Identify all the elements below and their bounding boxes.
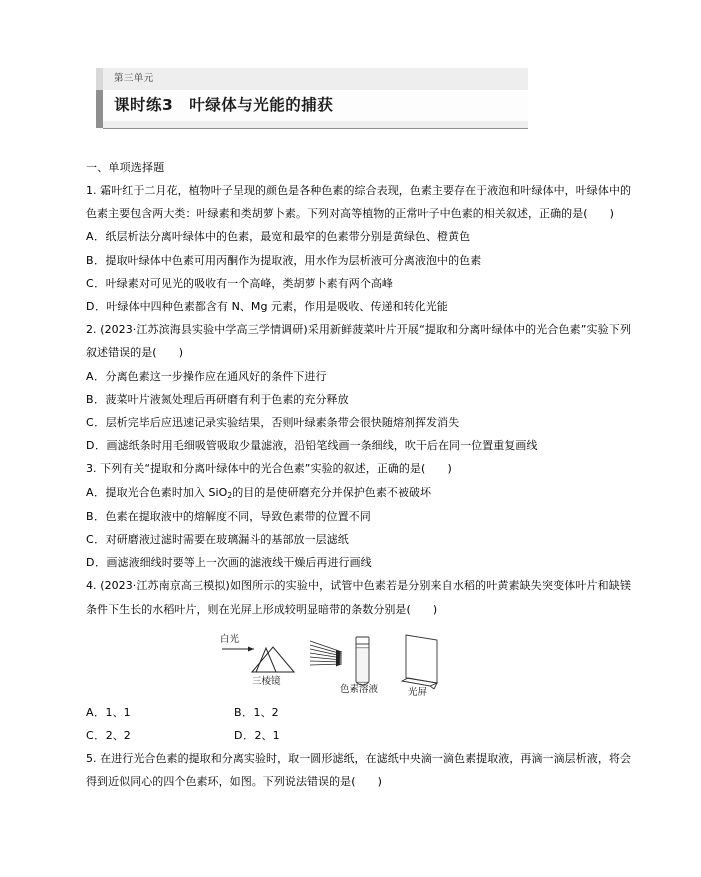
page-title: 课时练3 叶绿体与光能的捕获 xyxy=(114,95,334,114)
option-label: A． xyxy=(86,230,106,244)
section-heading: 一、单项选择题 xyxy=(86,161,165,174)
question-2-stem: 2. (2023·江苏滨海县实验中学高三学情调研)采用新鲜菠菜叶片开展“提取和分离叶绿体中的光合色素”实验下列叙述错误的是( ) xyxy=(86,323,631,360)
banner-title-strip xyxy=(103,90,528,121)
option-label: B． xyxy=(86,253,106,267)
option-text: 对研磨液过滤时需要在玻璃漏斗的基部放一层滤纸 xyxy=(105,533,349,547)
question-3-option-c[interactable] xyxy=(86,528,631,551)
option-text: 1、2 xyxy=(253,705,279,719)
option-label: D． xyxy=(86,556,107,570)
figure-label-pigment-solution: 色素溶液 xyxy=(340,683,379,695)
option-text: 提取叶绿体中色素可用丙酮作为提取液，用水作为层析液可分离液泡中的色素 xyxy=(105,253,482,267)
question-2-option-b[interactable] xyxy=(86,388,631,411)
option-text: 叶绿素对可见光的吸收有一个高峰，类胡萝卜素有两个高峰 xyxy=(105,276,393,290)
option-label: A． xyxy=(86,705,106,719)
question-4-option-a[interactable] xyxy=(86,701,234,724)
option-text-post: 的目的是使研磨充分并保护色素不被破坏 xyxy=(232,485,432,499)
question-4-option-b[interactable] xyxy=(234,701,631,724)
figure-label-prism: 三棱镜 xyxy=(252,675,281,687)
figure-label-white-light: 白光 xyxy=(220,633,240,645)
option-text: 纸层析法分离叶绿体中的色素，最宽和最窄的色素带分别是黄绿色、橙黄色 xyxy=(105,230,471,244)
option-text: 画滤纸条时用毛细吸管吸取少量滤液，沿铅笔线画一条细线，吹干后在同一位置重复画线 xyxy=(106,439,538,453)
question-3-stem: 3. 下列有关“提取和分离叶绿体中的光合色素”实验的叙述，正确的是( ) xyxy=(86,462,452,476)
figure-label-screen: 光屏 xyxy=(408,686,428,698)
option-label: A． xyxy=(86,485,106,499)
unit-label: 第三单元 xyxy=(114,73,154,85)
option-label: B． xyxy=(86,509,106,523)
question-3-option-a[interactable] xyxy=(86,481,631,505)
question-1-option-d[interactable] xyxy=(86,295,631,318)
banner-foot-strip xyxy=(103,121,528,128)
question-5-stem: 5. 在进行光合色素的提取和分离实验时，取一圆形滤纸，在滤纸中央滴一滴色素提取液，再滴一滴层析液，将会得到近似同心的四个色素环，如图。下列说法错误的是( ) xyxy=(86,752,631,789)
option-label: A． xyxy=(86,369,106,383)
banner-unit-row xyxy=(96,68,528,90)
option-text: 色素在提取液中的熔解度不同，导致色素带的位置不同 xyxy=(105,509,371,523)
banner-foot-row xyxy=(96,121,528,128)
worksheet-content xyxy=(86,156,631,794)
question-3-option-b[interactable] xyxy=(86,505,631,528)
banner-unit-strip xyxy=(103,68,528,90)
option-label: B． xyxy=(234,705,254,719)
question-1-option-c[interactable] xyxy=(86,272,631,295)
option-label: D． xyxy=(86,439,107,453)
option-label: D． xyxy=(86,300,107,314)
question-4-option-c[interactable] xyxy=(86,724,234,747)
question-3-option-d[interactable] xyxy=(86,551,631,574)
option-label: C． xyxy=(86,729,106,743)
question-2-option-d[interactable] xyxy=(86,434,631,457)
prism-experiment-diagram xyxy=(218,625,468,699)
option-label: C． xyxy=(86,276,106,290)
option-text: 层析完毕后应迅速记录实验结果，否则叶绿素条带会很快随熔剂挥发消失 xyxy=(105,416,460,430)
question-2-option-c[interactable] xyxy=(86,411,631,434)
banner-bottom-rule xyxy=(103,128,528,129)
question-4-stem: 4. (2023·江苏南京高三模拟)如图所示的实验中，试管中色素若是分别来自水稻的叶黄素缺失突变体叶片和缺镁条件下生长的水稻叶片，则在光屏上形成较明显暗带的条数分别是( ) xyxy=(86,579,631,616)
chemical-subscript: 2 xyxy=(227,490,233,500)
option-text: 画滤液细线时要等上一次画的滤液线干燥后再进行画线 xyxy=(106,556,372,570)
option-text: 2、1 xyxy=(254,729,280,743)
option-text-pre: 提取光合色素时加入 SiO xyxy=(105,485,228,499)
question-2-option-a[interactable] xyxy=(86,365,631,388)
option-label: C． xyxy=(86,416,106,430)
question-4-options-row-1 xyxy=(86,701,631,724)
question-1-option-a[interactable] xyxy=(86,225,631,248)
question-1-option-b[interactable] xyxy=(86,249,631,272)
option-label: B． xyxy=(86,392,106,406)
question-4-options-row-2 xyxy=(86,724,631,747)
banner-left-accent-foot xyxy=(96,121,103,128)
page-header-banner xyxy=(96,68,528,129)
option-text: 分离色素这一步操作应在通风好的条件下进行 xyxy=(105,369,327,383)
option-text: 1、1 xyxy=(105,705,131,719)
question-1-stem: 1. 霜叶红于二月花，植物叶子呈现的颜色是各种色素的综合表现，色素主要存在于液泡和叶绿体中，叶绿体中的色素主要包含两大类：叶绿素和类胡萝卜素。下列对高等植物的正常叶子中色素的相关叙述，正确的是( ) xyxy=(86,184,631,221)
option-label: D． xyxy=(234,729,255,743)
banner-left-accent-lower xyxy=(96,90,103,121)
option-text: 叶绿体中四种色素都含有 N、Mg 元素，作用是吸收、传递和转化光能 xyxy=(106,300,448,314)
banner-left-accent-upper xyxy=(96,68,103,90)
option-text: 2、2 xyxy=(105,729,131,743)
question-4-option-d[interactable] xyxy=(234,724,631,747)
banner-title-row xyxy=(96,90,528,121)
option-label: C． xyxy=(86,533,106,547)
question-4-figure xyxy=(86,625,631,699)
option-text: 菠菜叶片液氮处理后再研磨有利于色素的充分释放 xyxy=(105,392,349,406)
